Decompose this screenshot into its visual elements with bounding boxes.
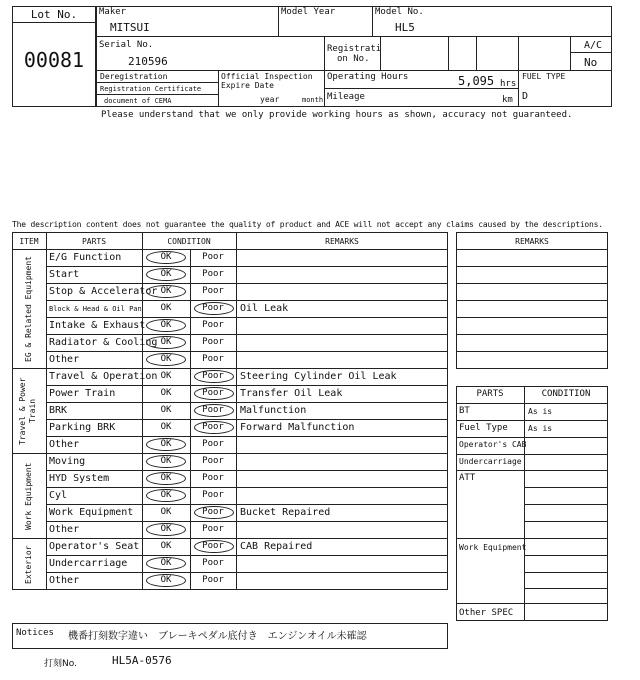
bt-label: BT: [459, 406, 470, 416]
poor-option: Poor: [202, 524, 224, 534]
row-remarks: Steering Cylinder Oil Leak: [240, 371, 397, 382]
registration-label-1: Registrati: [327, 44, 382, 54]
ok-option: OK: [160, 388, 172, 398]
under-label: Undercarriage: [459, 457, 522, 466]
row-part: Intake & Exhaust: [49, 320, 146, 331]
ok-circle: [146, 472, 186, 485]
row-divider: [46, 470, 448, 471]
ok-option: OK: [160, 371, 172, 381]
row-remarks: CAB Repaired: [240, 541, 313, 552]
row-part: E/G Function: [49, 252, 122, 263]
ok-circle: [146, 557, 186, 570]
hline-1: [96, 36, 612, 37]
ac-divider: [570, 52, 612, 53]
right-parts-cond-line: [524, 487, 608, 488]
row-divider: [46, 402, 448, 403]
row-divider: [46, 283, 448, 284]
row-divider: [46, 436, 448, 437]
group-divider: [12, 453, 448, 454]
right-parts-cond-line: [524, 555, 608, 556]
header-condition: CONDITION: [167, 237, 211, 246]
month-label: month: [302, 96, 324, 104]
poor-option: Poor: [202, 473, 224, 483]
poor-option: Poor: [202, 286, 224, 296]
ok-circle: [146, 285, 186, 298]
right-remarks-row-line: [456, 300, 608, 301]
model-no-value: HL5: [395, 21, 415, 34]
row-divider: [46, 555, 448, 556]
row-remarks: Oil Leak: [240, 303, 289, 314]
fuel-value: As is: [528, 424, 553, 433]
row-divider: [46, 419, 448, 420]
right-parts-cond-line: [524, 538, 608, 539]
right-parts-row-line: [456, 403, 608, 404]
hline-2c: [96, 94, 218, 95]
right-remarks-header: REMARKS: [515, 237, 549, 246]
notices-label: Notices: [16, 628, 54, 638]
poor-option: Poor: [202, 541, 224, 551]
right-remarks-row-line: [456, 283, 608, 284]
vline-a: [278, 6, 279, 36]
inspection-label-1: Official Inspection: [221, 72, 313, 81]
row-part: Other: [49, 524, 80, 535]
ok-option: OK: [160, 286, 172, 296]
poor-option: Poor: [202, 337, 224, 347]
disclaimer: The description content does not guarantee the quality of product and ACE will not accept any claims caused by the descriptions.: [12, 220, 603, 229]
ok-circle: [146, 319, 186, 332]
row-divider: [46, 334, 448, 335]
ac-label: A/C: [584, 40, 603, 51]
poor-circle: [194, 302, 234, 315]
reg-cert-label: Registration Certificate: [100, 85, 202, 93]
vline-c: [324, 36, 325, 107]
poor-circle: [194, 506, 234, 519]
right-condition-header: CONDITION: [541, 389, 591, 399]
row-part: Moving: [49, 456, 86, 467]
maker-label: Maker: [99, 7, 127, 17]
right-remarks-row-line: [456, 249, 608, 250]
row-part: Parking BRK: [49, 422, 116, 433]
ok-circle: [146, 336, 186, 349]
stamp-value: HL5A-0576: [112, 654, 172, 667]
group-travel-label-1: Travel & Power: [18, 377, 27, 445]
poor-option: Poor: [202, 388, 224, 398]
dereg-label: Deregistration: [100, 72, 168, 81]
right-parts-row-line: [456, 420, 608, 421]
ok-option: OK: [160, 558, 172, 568]
right-parts-work-line: [456, 538, 524, 539]
row-part: Operator's Seat: [49, 541, 140, 552]
row-part: Other: [49, 354, 80, 365]
poor-option: Poor: [202, 422, 224, 432]
poor-circle: [194, 404, 234, 417]
cema-label: document of CEMA: [104, 97, 172, 105]
ok-option: OK: [160, 541, 172, 551]
ac-value: No: [584, 56, 598, 69]
header-parts: PARTS: [81, 237, 107, 246]
stamp-label: 打刻No.: [44, 659, 77, 669]
inspection-label-2: Expire Date: [221, 81, 274, 90]
right-parts-row-line: [456, 603, 608, 604]
row-divider: [46, 385, 448, 386]
poor-option: Poor: [202, 439, 224, 449]
row-part: HYD System: [49, 473, 110, 484]
poor-option: Poor: [202, 575, 224, 585]
year-label: year: [260, 95, 280, 104]
row-part: Other: [49, 575, 80, 586]
lot-divider: [12, 22, 96, 23]
row-divider: [46, 521, 448, 522]
ok-option: OK: [160, 490, 172, 500]
row-divider: [46, 317, 448, 318]
ok-option: OK: [160, 422, 172, 432]
row-divider: [46, 504, 448, 505]
ok-circle: [146, 523, 186, 536]
registration-label-2: on No.: [337, 54, 370, 64]
ok-circle: [146, 489, 186, 502]
model-no-label: Model No.: [375, 7, 424, 17]
poor-circle: [194, 370, 234, 383]
right-parts-cond-line: [524, 504, 608, 505]
poor-option: Poor: [202, 269, 224, 279]
fuel-label: Fuel Type: [459, 423, 508, 433]
group-divider: [12, 368, 448, 369]
vline-g: [476, 36, 477, 70]
right-remarks-row-line: [456, 334, 608, 335]
poor-option: Poor: [202, 456, 224, 466]
ok-option: OK: [160, 320, 172, 330]
row-part: Stop & Accelerator: [49, 286, 158, 297]
vline-d: [218, 70, 219, 107]
ok-option: OK: [160, 405, 172, 415]
ok-circle: [146, 574, 186, 587]
poor-option: Poor: [202, 371, 224, 381]
poor-option: Poor: [202, 490, 224, 500]
row-remarks: Transfer Oil Leak: [240, 388, 343, 399]
serial-label: Serial No.: [99, 40, 154, 50]
poor-option: Poor: [202, 558, 224, 568]
ok-option: OK: [160, 252, 172, 262]
vline-f: [448, 36, 449, 70]
row-part: Power Train: [49, 388, 116, 399]
row-part: Work Equipment: [49, 507, 134, 518]
right-remarks-row-line: [456, 351, 608, 352]
right-remarks-row-line: [456, 266, 608, 267]
ok-option: OK: [160, 524, 172, 534]
header-remarks: REMARKS: [325, 237, 359, 246]
row-remarks: Bucket Repaired: [240, 507, 331, 518]
row-part: Radiator & Cooling: [49, 337, 158, 348]
right-remarks-row-line: [456, 317, 608, 318]
group-exterior-label: Exterior: [24, 545, 33, 584]
right-parts-cond-line: [524, 588, 608, 589]
ok-circle: [146, 455, 186, 468]
row-remarks: Malfunction: [240, 405, 307, 416]
hrs-label: hrs: [500, 79, 517, 89]
other-spec-label: Other SPEC: [459, 608, 514, 618]
hline-3: [324, 88, 518, 89]
mileage-label: Mileage: [327, 92, 365, 102]
right-parts-row-line: [456, 454, 608, 455]
km-label: km: [502, 95, 513, 105]
att-label: ATT: [459, 473, 476, 483]
model-year-label: Model Year: [281, 7, 336, 17]
row-part: Undercarriage: [49, 558, 128, 569]
row-remarks: Forward Malfunction: [240, 422, 355, 433]
right-parts-row-line: [456, 470, 608, 471]
vline-h: [518, 36, 519, 107]
lot-number: 00081: [23, 48, 85, 72]
row-divider: [46, 300, 448, 301]
row-divider: [46, 572, 448, 573]
poor-circle: [194, 387, 234, 400]
cab-label: Operator's CAB: [459, 440, 527, 449]
group-travel-label-2: Train: [28, 398, 37, 424]
right-parts-row-line: [456, 437, 608, 438]
row-divider: [46, 487, 448, 488]
group-work-label: Work Equipment: [24, 462, 33, 530]
group-eg-label: EG & Related Equipment: [24, 256, 33, 362]
poor-option: Poor: [202, 303, 224, 313]
ok-circle: [146, 268, 186, 281]
poor-option: Poor: [202, 405, 224, 415]
row-part: BRK: [49, 405, 68, 416]
right-parts-cond-line: [524, 521, 608, 522]
ok-circle: [146, 353, 186, 366]
poor-option: Poor: [202, 252, 224, 262]
ok-circle: [146, 251, 186, 264]
ok-option: OK: [160, 507, 172, 517]
hline-2: [96, 70, 612, 71]
vline-i: [570, 36, 571, 70]
hline-2b: [96, 82, 218, 83]
ok-option: OK: [160, 456, 172, 466]
fuel-type-value: D: [522, 91, 529, 102]
work-equip-label: Work Equipment: [459, 543, 527, 552]
fuel-type-label: FUEL TYPE: [522, 72, 566, 81]
ok-option: OK: [160, 439, 172, 449]
serial-value: 210596: [128, 55, 168, 68]
row-part: Cyl: [49, 490, 68, 501]
vline-b: [372, 6, 373, 36]
hours-note: Please understand that we only provide working hours as shown, accuracy not guaranteed.: [101, 110, 573, 120]
ok-circle: [146, 438, 186, 451]
poor-option: Poor: [202, 507, 224, 517]
poor-circle: [194, 540, 234, 553]
row-part: Other: [49, 439, 80, 450]
row-part: Start: [49, 269, 80, 280]
poor-option: Poor: [202, 354, 224, 364]
table-header-line: [12, 249, 448, 250]
lot-label: Lot No.: [30, 8, 78, 21]
col-line-cond: [236, 232, 237, 590]
group-divider: [12, 538, 448, 539]
row-divider: [46, 351, 448, 352]
notices-text: 機番打刻数字違い ブレーキペダル底付き エンジンオイル未確認: [68, 631, 367, 642]
ok-option: OK: [160, 473, 172, 483]
ok-option: OK: [160, 354, 172, 364]
ok-option: OK: [160, 337, 172, 347]
poor-circle: [194, 421, 234, 434]
maker-value: MITSUI: [110, 21, 150, 34]
operating-hours-value: 5,095: [458, 74, 495, 88]
col-line-item: [46, 232, 47, 590]
row-part: Travel & Operation: [49, 371, 158, 382]
right-parts-header: PARTS: [476, 389, 504, 399]
poor-option: Poor: [202, 320, 224, 330]
row-divider: [46, 266, 448, 267]
operating-hours-label: Operating Hours: [327, 72, 409, 82]
bt-value: As is: [528, 407, 553, 416]
row-part: Block & Head & Oil Pan: [49, 305, 142, 313]
header-item: ITEM: [19, 237, 39, 246]
ok-option: OK: [160, 303, 172, 313]
right-parts-cond-line: [524, 572, 608, 573]
ok-option: OK: [160, 269, 172, 279]
ok-option: OK: [160, 575, 172, 585]
